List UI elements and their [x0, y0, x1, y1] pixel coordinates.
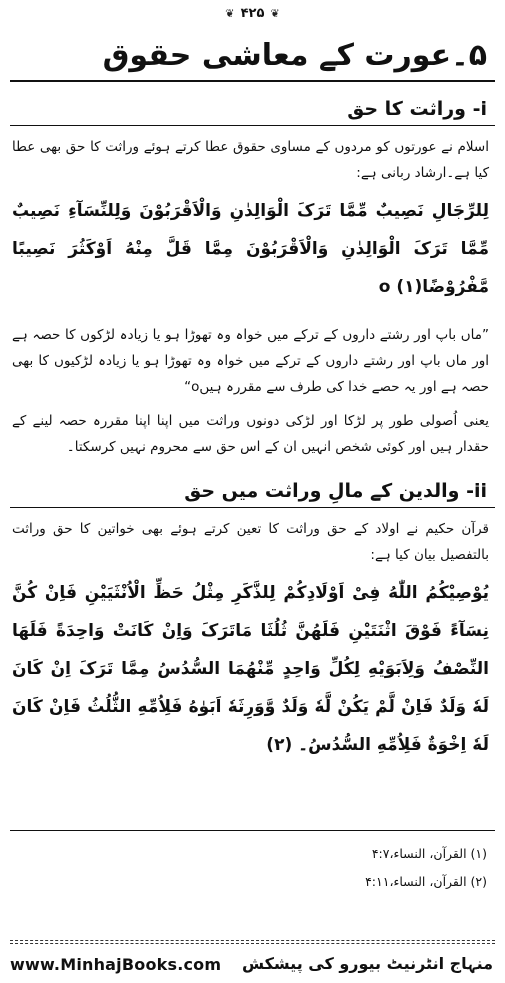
footnote-marker: (۱) [396, 277, 423, 297]
ornament-icon: ❦ [225, 7, 235, 20]
footnote-1: (۱) القرآن، النساء،۴:۷ [371, 846, 487, 861]
translation-paragraph: ”ماں باپ اور رشتے داروں کے ترکے میں خواہ وہ تھوڑا ہو یا زیادہ لڑکوں کا حصہ ہے اور ماں باپ اور رشتے داروں کے ترکے میں خواہ وہ تھوڑا ہو یا زیادہ لڑکیوں کا بھی حصہ ہے اور یہ حصے خدا کی طرف سے مقررہ ہیںo“ [12, 327, 489, 395]
footer-divider [10, 940, 495, 941]
explanation-paragraph: یعنی اُصولی طور پر لڑکا اور لڑکی دونوں وراثت میں اپنا اپنا مقررہ حصہ لینے کے حقدار ہیں اور کوئی شخص انہیں ان کے اس حق سے محروم نہیں کرسکتا۔ [12, 413, 489, 455]
subsection-heading-inheritance: i- وراثت کا حق [10, 92, 495, 126]
section-title: ۵۔عورت کے معاشی حقوق [10, 30, 495, 82]
intro-paragraph: اسلام نے عورتوں کو مردوں کے مساوی حقوق عطا کرتے ہوئے وراثت کا حق بھی عطا کیا ہے۔ارشاد ربانی ہے: [12, 139, 489, 181]
footer-url-link[interactable]: www.MinhajBooks.com [10, 955, 222, 974]
footnote-divider [10, 830, 495, 831]
subsection-heading-parents-inheritance: ii- والدین کے مالِ وراثت میں حق [10, 474, 495, 508]
verse-text: یُوْصِیْکُمُ اللّٰهُ فِیْ اَوْلَادِکُمْ لِلذَّکَرِ مِثْلُ حَظِّ الْاُنْثَیَیْنِ فَاِنْ کُنَّ نِسَآءً فَوْقَ اثْنَتَیْنِ فَلَهُنَّ ثُلُثَا مَاتَرَکَ وَاِنْ کَانَتْ وَاحِدَةً فَلَهَا النِّصْفُ وَلِاَبَوَیْهِ لِکُلِّ وَاحِدٍ مِّنْهُمَا السُّدُسُ مِمَّا تَرَکَ اِنْ کَانَ لَهٗ وَلَدٌ فَاِنْ لَّمْ یَکُنْ لَّهٗ وَلَدٌ وَّوَرِثَهٗ اَبَوٰهُ فَلِاُمِّهِ الثُّلُثُ فَاِنْ کَانَ لَهٗ اِخْوَةٌ فَلِاُمِّهِ السُّدُسُ۔ [12, 583, 489, 755]
footnote-2: (۲) القرآن، النساء،۴:۱۱ [365, 874, 487, 889]
page-number-header [0, 4, 505, 24]
ornament-icon: ❦ [270, 7, 280, 20]
footer-divider [10, 943, 495, 944]
page-number: ۴۲۵ [240, 6, 265, 21]
intro-paragraph: قرآن حکیم نے اولاد کے حق وراثت کا تعین کرتے ہوئے بھی خواتین کا حق وراثت بالتفصیل بیان کیا ہے: [12, 521, 489, 563]
quran-verse [12, 192, 495, 306]
footer-publisher: منہاج انٹرنیٹ بیورو کی پیشکش [241, 954, 493, 973]
quran-verse [12, 574, 495, 764]
verse-text: لِلرِّجَالِ نَصِیبٌ مِّمَّا تَرَکَ الْوَالِدٰنِ وَالْاَقْرَبُوْنَ وَلِلنِّسَآءِ نَصِیبٌ مِّمَّا تَرَکَ الْوَالِدٰنِ وَالْاَقْرَبُوْنَ مِمَّا قَلَّ مِنْهُ اَوْکَثُرَ نَصِیبًا مَّفْرُوْضًاo [12, 201, 489, 297]
footnote-marker: (۲) [266, 735, 293, 755]
